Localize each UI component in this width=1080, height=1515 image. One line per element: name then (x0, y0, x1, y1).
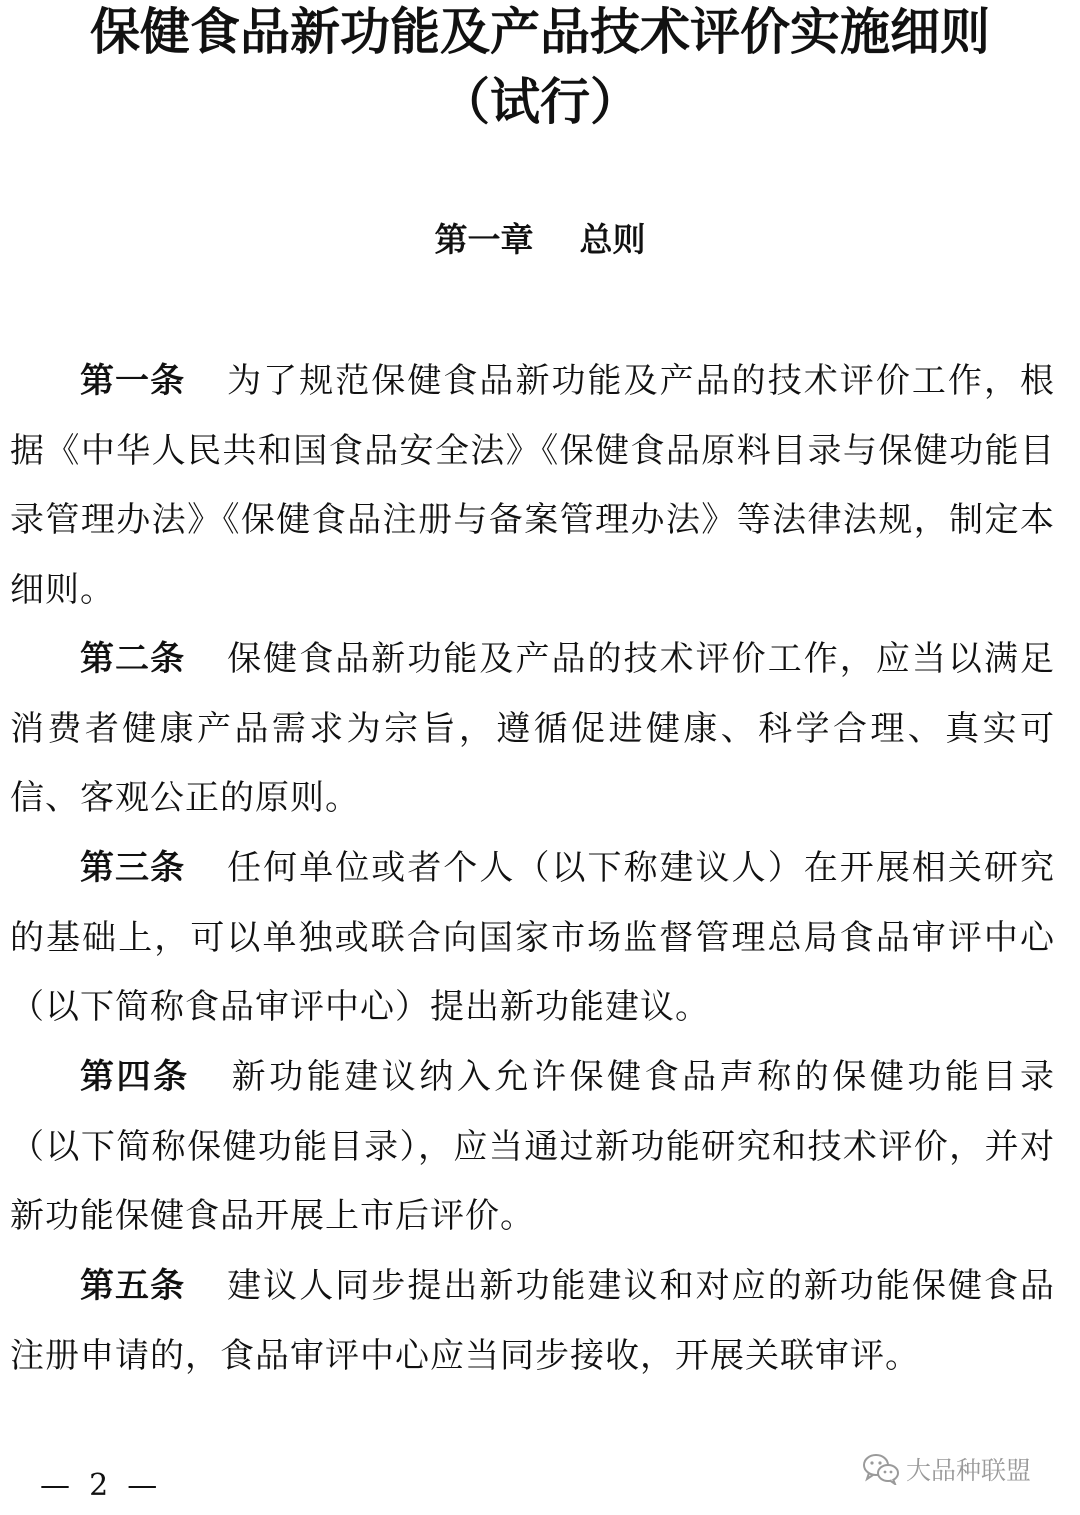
article-text: 为了规范保健食品新功能及产品的技术评价工作，根据《中华人民共和国食品安全法》《保健食品原料目录与保健功能目录管理办法》《保健食品注册与备案管理办法》等法律法规，制定本细则。 (10, 361, 1056, 610)
article-5 (10, 1252, 1055, 1391)
article-4 (10, 1043, 1055, 1252)
article-heading: 第二条 (80, 639, 186, 679)
wechat-icon (862, 1453, 900, 1485)
article-heading: 第四条 (80, 1057, 190, 1097)
article-1 (10, 347, 1055, 625)
document-title: 保健食品新功能及产品技术评价实施细则 (90, 3, 990, 61)
watermark-text: 大品种联盟 (906, 1456, 1032, 1485)
watermark (862, 1449, 1031, 1489)
article-text: 任何单位或者个人（以下称建议人）在开展相关研究的基础上，可以单独或联合向国家市场监督管理总局食品审评中心（以下简称食品审评中心）提出新功能建议。 (10, 848, 1056, 1027)
article-3 (10, 834, 1055, 1043)
article-heading: 第一条 (80, 361, 186, 401)
article-text: 新功能建议纳入允许保健食品声称的保健功能目录（以下简称保健功能目录），应当通过新功能研究和技术评价，并对新功能保健食品开展上市后评价。 (10, 1057, 1055, 1236)
article-heading: 第五条 (80, 1266, 186, 1306)
article-text: 建议人同步提出新功能建议和对应的新功能保健食品注册申请的，食品审评中心应当同步接收，开展关联审评。 (10, 1266, 1056, 1376)
chapter-heading: 第一章 总则 (434, 220, 646, 259)
article-heading: 第三条 (80, 848, 186, 888)
article-text: 保健食品新功能及产品的技术评价工作，应当以满足消费者健康产品需求为宗旨，遵循促进健康、科学合理、真实可信、客观公正的原则。 (10, 639, 1056, 818)
page-number: — 2 — (40, 1468, 158, 1503)
article-2 (10, 625, 1055, 834)
document-subtitle: （试行） (440, 73, 640, 131)
